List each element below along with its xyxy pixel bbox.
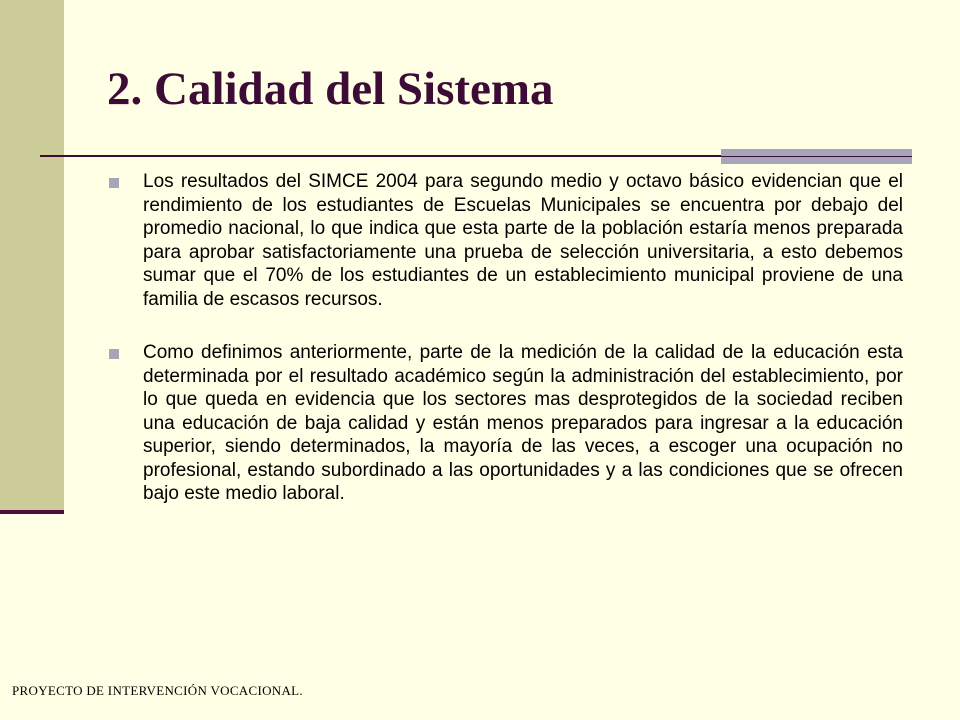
title-rule-accent-top bbox=[721, 149, 912, 156]
slide-footer: PROYECTO DE INTERVENCIÓN VOCACIONAL. bbox=[12, 683, 303, 698]
title-rule-accent-bottom bbox=[721, 157, 912, 164]
bullet-list bbox=[107, 170, 903, 506]
bullet-text: Como definimos anteriormente, parte de la medición de la calidad de la educación esta determinada por el resultado académico según la administración del establecimiento, por lo que queda en evidencia que los sectores mas desprotegidos de la sociedad reciben una educación de baja calidad y están menos preparados para ingresar a la educación superior, siendo determinados, la mayoría de las veces, a escoger una ocupación no profesional, estando subordinado a las oportunidades y a las condiciones que se ofrecen bajo este medio laboral. bbox=[143, 342, 903, 504]
left-decorative-bar bbox=[0, 0, 64, 512]
bullet-item bbox=[107, 170, 903, 311]
bullet-text: Los resultados del SIMCE 2004 para segundo medio y octavo básico evidencian que el rendimiento de los estudiantes de Escuelas Municipales se encuentra por debajo del promedio nacional, lo que indica que esta parte de la población estaría menos preparada para aprobar satisfactoriamente una prueba de selección universitaria, a esto debemos sumar que el 70% de los estudiantes de un establecimiento municipal proviene de una familia de escasos recursos. bbox=[143, 171, 903, 310]
slide-title: 2. Calidad del Sistema bbox=[107, 63, 554, 115]
left-bar-accent-line bbox=[0, 510, 64, 514]
square-bullet-icon bbox=[109, 178, 119, 188]
square-bullet-icon bbox=[109, 349, 119, 359]
bullet-item bbox=[107, 341, 903, 506]
